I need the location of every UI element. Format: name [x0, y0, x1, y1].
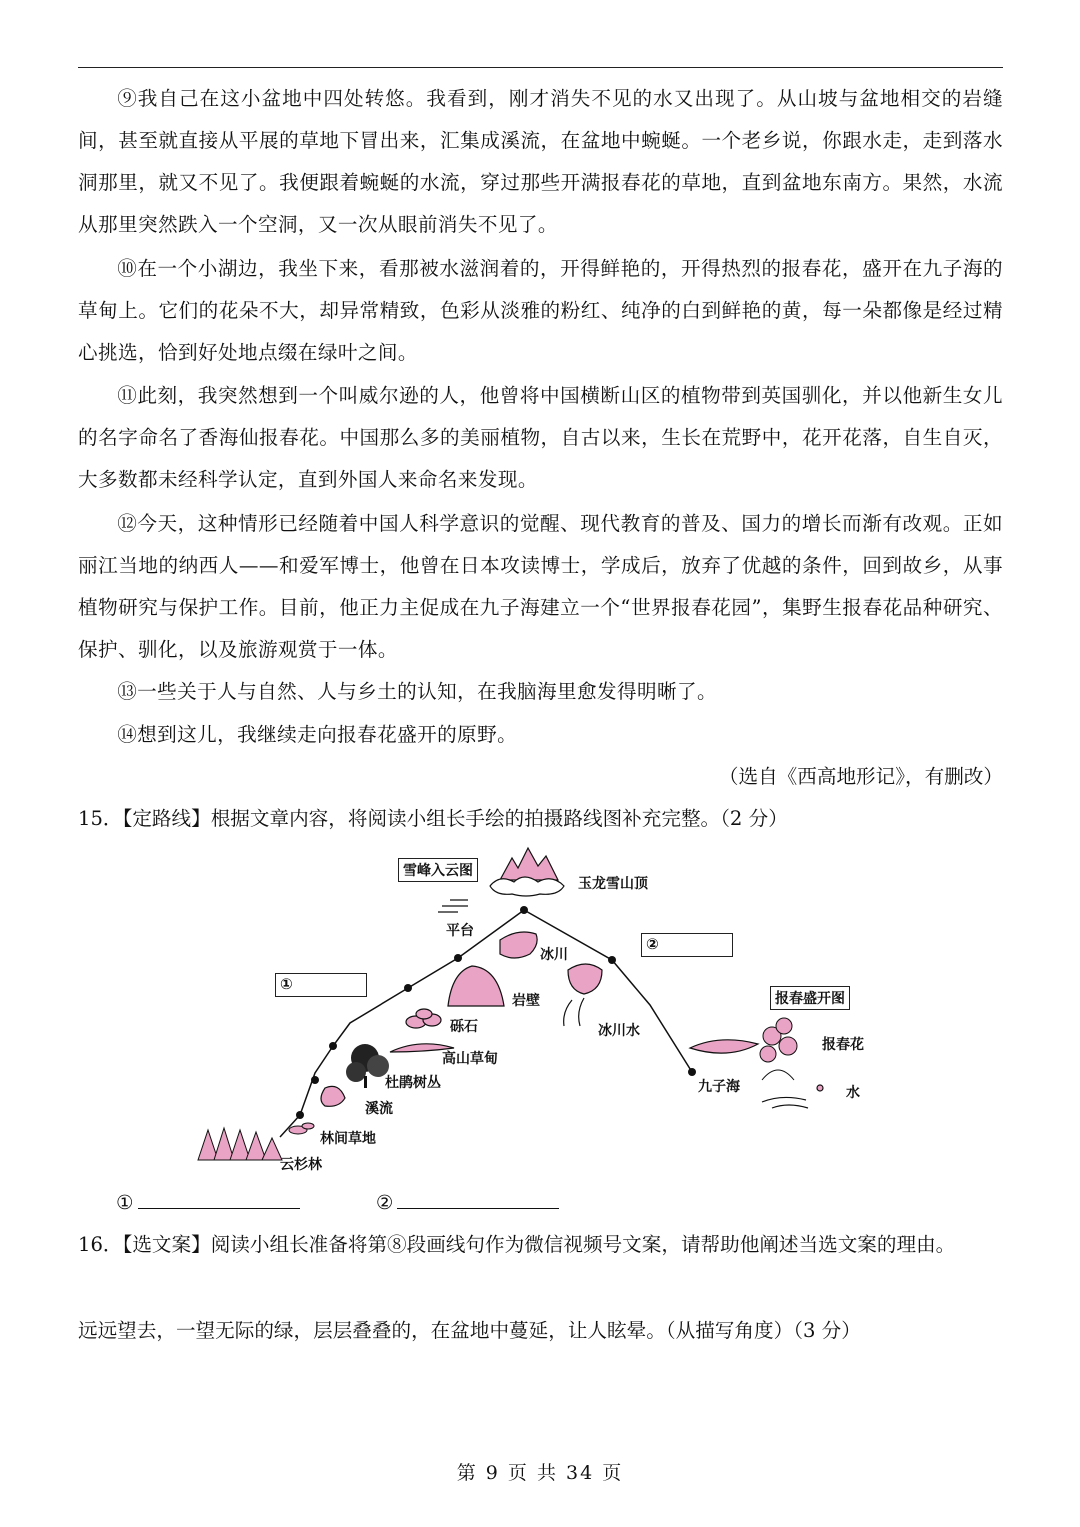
spruce-forest-illustration [198, 1128, 282, 1160]
cliff-illustration [448, 966, 504, 1006]
paragraph-11: ⑪此刻，我突然想到一个叫威尔逊的人，他曾将中国横断山区的植物带到英国驯化，并以他新生女儿的名字命名了香海仙报春花。中国那么多的美丽植物，自古以来，生长在荒野中，花开花落，自生自灭，大多数都未经科学认定，直到外国人来命名来发现。 [78, 384, 1003, 491]
question-15: 15．【定路线】根据文章内容，将阅读小组长手绘的拍摄路线图补充完整。（2 分） [78, 807, 788, 830]
page-footer: 第 9 页 共 34 页 [456, 1462, 624, 1484]
box-primrose-bloom: 报春盛开图 [770, 986, 850, 1010]
label-jiuzihai: 九子海 [698, 1079, 740, 1095]
label-forest-meadow: 林间草地 [320, 1131, 376, 1147]
forest-meadow-illustration [289, 1123, 314, 1134]
paragraph-9: ⑨我自己在这小盆地中四处转悠。我看到，刚才消失不见的水又出现了。从山坡与盆地相交的岩缝间，甚至就直接从平展的草地下冒出来，汇集成溪流，在盆地中蜿蜒。一个老乡说，你跟水走，走到落水洞那里，就又不见了。我便跟着蜿蜒的水流，穿过那些开满报春花的草地，直到盆地东南方。果然，水流从那里突然跌入一个空洞，又一次从眼前消失不见了。 [78, 87, 1003, 236]
blank-box-1: ① [275, 973, 367, 997]
primrose-illustration [760, 1018, 797, 1080]
label-gravel: 砾石 [450, 1019, 478, 1035]
answer-1-label: ① [116, 1191, 134, 1214]
answer-1-line[interactable] [138, 1186, 300, 1209]
answer-2-label: ② [375, 1191, 394, 1214]
route-diagram-svg [180, 840, 900, 1180]
source-citation: （选自《西高地形记》，有删改） [718, 765, 1003, 788]
route-diagram [180, 840, 900, 1180]
answer-2-line[interactable] [397, 1186, 559, 1209]
gravel-illustration [406, 1009, 441, 1028]
snow-peak-illustration [490, 848, 564, 896]
question-16: 16．【选文案】阅读小组长准备将第⑧段画线句作为微信视频号文案，请帮助他阐述当选文案的理由。 [78, 1233, 956, 1256]
top-rule [78, 67, 1003, 68]
label-rhododendron: 杜鹃树丛 [385, 1075, 441, 1091]
label-glacier: 冰川 [540, 947, 568, 963]
lake-illustration [690, 1040, 758, 1053]
label-cliff: 岩壁 [512, 993, 540, 1009]
question-16-quote: 远远望去，一望无际的绿，层层叠叠的，在盆地中蔓延，让人眩晕。（从描写角度）（3 分） [78, 1319, 861, 1342]
box-snow-peak: 雪峰入云图 [398, 858, 478, 882]
stream-illustration [321, 1086, 345, 1106]
paragraph-12: ⑫今天，这种情形已经随着中国人科学意识的觉醒、现代教育的普及、国力的增长而渐有改观。正如丽江当地的纳西人——和爱军博士，他曾在日本攻读博士，学成后，放弃了优越的条件，回到故乡，从事植物研究与保护工作。目前，他正力主促成在九子海建立一个“世界报春花园”，集野生报春花品种研究、保护、驯化，以及旅游观赏于一体。 [78, 512, 1003, 661]
glacier-illustration [500, 932, 537, 958]
water-illustration [762, 1085, 823, 1108]
paragraph-13: ⑬一些关于人与自然、人与乡土的认知，在我脑海里愈发得明晰了。 [117, 680, 717, 703]
label-peak: 玉龙雪山顶 [578, 876, 648, 892]
glacier-water-illustration [564, 964, 602, 1026]
route-dots [296, 906, 696, 1119]
label-platform: 平台 [446, 923, 474, 939]
label-stream: 溪流 [365, 1101, 393, 1117]
paragraph-14: ⑭想到这儿，我继续走向报春花盛开的原野。 [117, 723, 518, 746]
answer-blanks [116, 1185, 629, 1221]
label-high-meadow: 高山草甸 [442, 1051, 498, 1067]
paragraph-10: ⑩在一个小湖边，我坐下来，看那被水滋润着的，开得鲜艳的，开得热烈的报春花，盛开在九子海的草甸上。它们的花朵不大，却异常精致，色彩从淡雅的粉红、纯净的白到鲜艳的黄，每一朵都像是经过精心挑选，恰到好处地点缀在绿叶之间。 [78, 257, 1003, 364]
label-glacier-water: 冰川水 [598, 1023, 640, 1039]
answer-1[interactable] [116, 1185, 300, 1221]
answer-2[interactable] [376, 1185, 560, 1221]
label-spruce-forest: 云杉林 [280, 1157, 322, 1173]
platform-illustration [438, 900, 468, 912]
rhododendron-illustration [346, 1044, 389, 1088]
label-primrose: 报春花 [822, 1037, 864, 1053]
label-water: 水 [846, 1085, 860, 1101]
blank-box-2: ② [641, 933, 733, 957]
